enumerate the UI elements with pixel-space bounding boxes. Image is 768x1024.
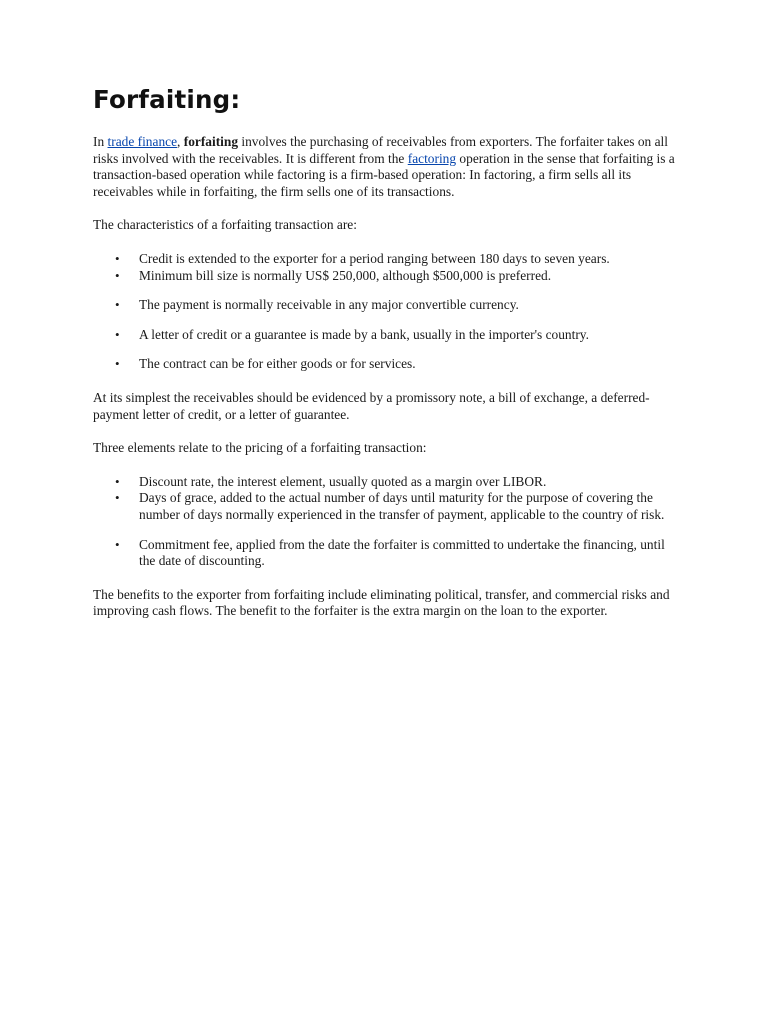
list-item: • The payment is normally receivable in any major convertible currency. bbox=[139, 297, 683, 314]
trade-finance-link[interactable]: trade finance bbox=[107, 134, 178, 149]
list-item: • A letter of credit or a guarantee is made by a bank, usually in the importer's country. bbox=[139, 327, 683, 344]
intro-text-1: In bbox=[93, 134, 108, 149]
factoring-link[interactable]: factoring bbox=[407, 150, 457, 166]
intro-paragraph bbox=[93, 134, 683, 200]
forfaiting-term: forfaiting bbox=[183, 134, 239, 149]
list-item: • Credit is extended to the exporter for a period ranging between 180 days to seven years. bbox=[139, 251, 683, 268]
document-page bbox=[93, 84, 683, 637]
pricing-intro: Three elements relate to the pricing of a forfaiting transaction: bbox=[93, 440, 427, 456]
receivables-paragraph: At its simplest the receivables should be evidenced by a promissory note, a bill of exchange, a deferred-payment letter of credit, or a letter of guarantee. bbox=[93, 389, 650, 422]
list-item: • Minimum bill size is normally US$ 250,000, although $500,000 is preferred. bbox=[139, 268, 683, 285]
page-title: Forfaiting: bbox=[93, 85, 241, 114]
characteristics-intro: The characteristics of a forfaiting transaction are: bbox=[93, 217, 357, 233]
intro-text-4: operation in the sense that forfaiting is a transaction-based operation while factoring is a firm-based operation: In factoring, a firm sells all its receivables while in forfaiting, the firm sells one of its transactions. bbox=[93, 150, 675, 199]
list-item: • Commitment fee, applied from the date the forfaiter is committed to undertake the financing, until the date of discounting. bbox=[139, 537, 683, 570]
list-item: • Days of grace, added to the actual number of days until maturity for the purpose of covering the number of days normally experienced in the transfer of payment, applicable to the country of risk. bbox=[139, 490, 683, 523]
list-item: • The contract can be for either goods or for services. bbox=[139, 356, 683, 373]
benefits-paragraph: The benefits to the exporter from forfaiting include eliminating political, transfer, and commercial risks and improving cash flows. The benefit to the forfaiter is the extra margin on the loan to the exporter. bbox=[93, 586, 670, 619]
pricing-list bbox=[93, 474, 683, 570]
list-item: • Discount rate, the interest element, usually quoted as a margin over LIBOR. bbox=[139, 474, 683, 491]
characteristics-list bbox=[93, 251, 683, 373]
intro-text-2: , bbox=[177, 134, 184, 149]
intro-text-3: involves the purchasing of receivables from exporters. The forfaiter takes on all risks involved with the receivables. It is different from the bbox=[93, 134, 668, 166]
